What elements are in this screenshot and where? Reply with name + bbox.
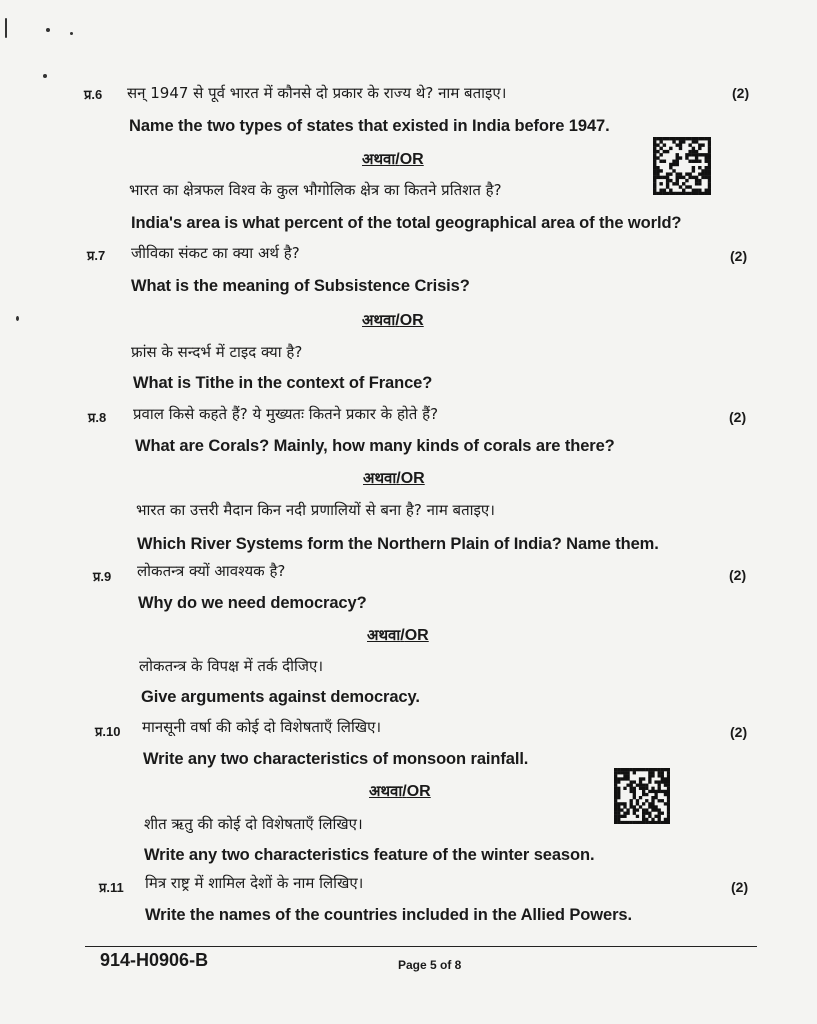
question-number: प्र.6 [84, 87, 103, 102]
scan-mark [43, 74, 47, 78]
question-english: What is the meaning of Subsistence Crisis? [131, 277, 470, 295]
question-number: प्र.10 [95, 724, 121, 739]
or-separator: अथवा/OR [363, 469, 425, 487]
question-english: Why do we need democracy? [138, 594, 367, 612]
question-english: Write any two characteristics of monsoon rainfall. [143, 750, 529, 768]
or-question-hindi: शीत ऋतु की कोई दो विशेषताएँ लिखिए। [144, 815, 363, 833]
marks: (2) [731, 879, 749, 895]
marks: (2) [729, 409, 747, 425]
or-question-hindi: भारत का क्षेत्रफल विश्व के कुल भौगोलिक क्षेत्र का कितने प्रतिशत है? [129, 181, 502, 199]
or-question-hindi: भारत का उत्तरी मैदान किन नदी प्रणालियों से बना है? नाम बताइए। [136, 501, 495, 519]
or-separator: अथवा/OR [362, 150, 424, 168]
question-english: What are Corals? Mainly, how many kinds of corals are there? [135, 437, 615, 455]
marks: (2) [732, 85, 750, 101]
or-question-english: Give arguments against democracy. [141, 688, 420, 706]
or-question-english: What is Tithe in the context of France? [133, 374, 433, 392]
qr-code-icon [653, 137, 711, 195]
question-number: प्र.11 [99, 880, 124, 895]
or-separator: अथवा/OR [362, 311, 424, 329]
or-question-hindi: लोकतन्त्र के विपक्ष में तर्क दीजिए। [139, 657, 324, 675]
question-number: प्र.9 [93, 569, 112, 584]
question-hindi: प्रवाल किसे कहते हैं? ये मुख्यतः कितने प्रकार के होते हैं? [133, 405, 439, 423]
marks: (2) [730, 724, 748, 740]
question-hindi: लोकतन्त्र क्यों आवश्यक है? [137, 562, 286, 580]
marks: (2) [729, 567, 747, 583]
question-number: प्र.7 [87, 248, 106, 263]
or-separator: अथवा/OR [369, 782, 431, 800]
or-separator: अथवा/OR [367, 626, 429, 644]
question-hindi: सन् 1947 से पूर्व भारत में कौनसे दो प्रकार के राज्य थे? नाम बताइए। [127, 84, 507, 102]
question-hindi: मानसूनी वर्षा की कोई दो विशेषताएँ लिखिए। [142, 718, 382, 736]
question-number: प्र.8 [88, 410, 107, 425]
question-english: Write the names of the countries included in the Allied Powers. [145, 906, 632, 924]
marks: (2) [730, 248, 748, 264]
footer-divider [85, 946, 757, 947]
scan-mark [46, 28, 50, 32]
qr-code-icon [614, 768, 670, 824]
or-question-english: Write any two characteristics feature of the winter season. [144, 846, 595, 864]
scan-mark [70, 32, 73, 35]
paper-code: 914-H0906-B [100, 950, 209, 970]
question-hindi: जीविका संकट का क्या अर्थ है? [131, 244, 300, 262]
or-question-english: Which River Systems form the Northern Plain of India? Name them. [137, 535, 659, 553]
or-question-english: India's area is what percent of the total geographical area of the world? [131, 214, 682, 232]
page-number: Page 5 of 8 [398, 958, 462, 972]
question-english: Name the two types of states that existed in India before 1947. [129, 117, 610, 135]
scan-mark [5, 18, 7, 38]
or-question-hindi: फ्रांस के सन्दर्भ में टाइद क्या है? [131, 343, 303, 361]
question-hindi: मित्र राष्ट्र में शामिल देशों के नाम लिखिए। [145, 874, 364, 892]
scan-mark [16, 316, 19, 321]
